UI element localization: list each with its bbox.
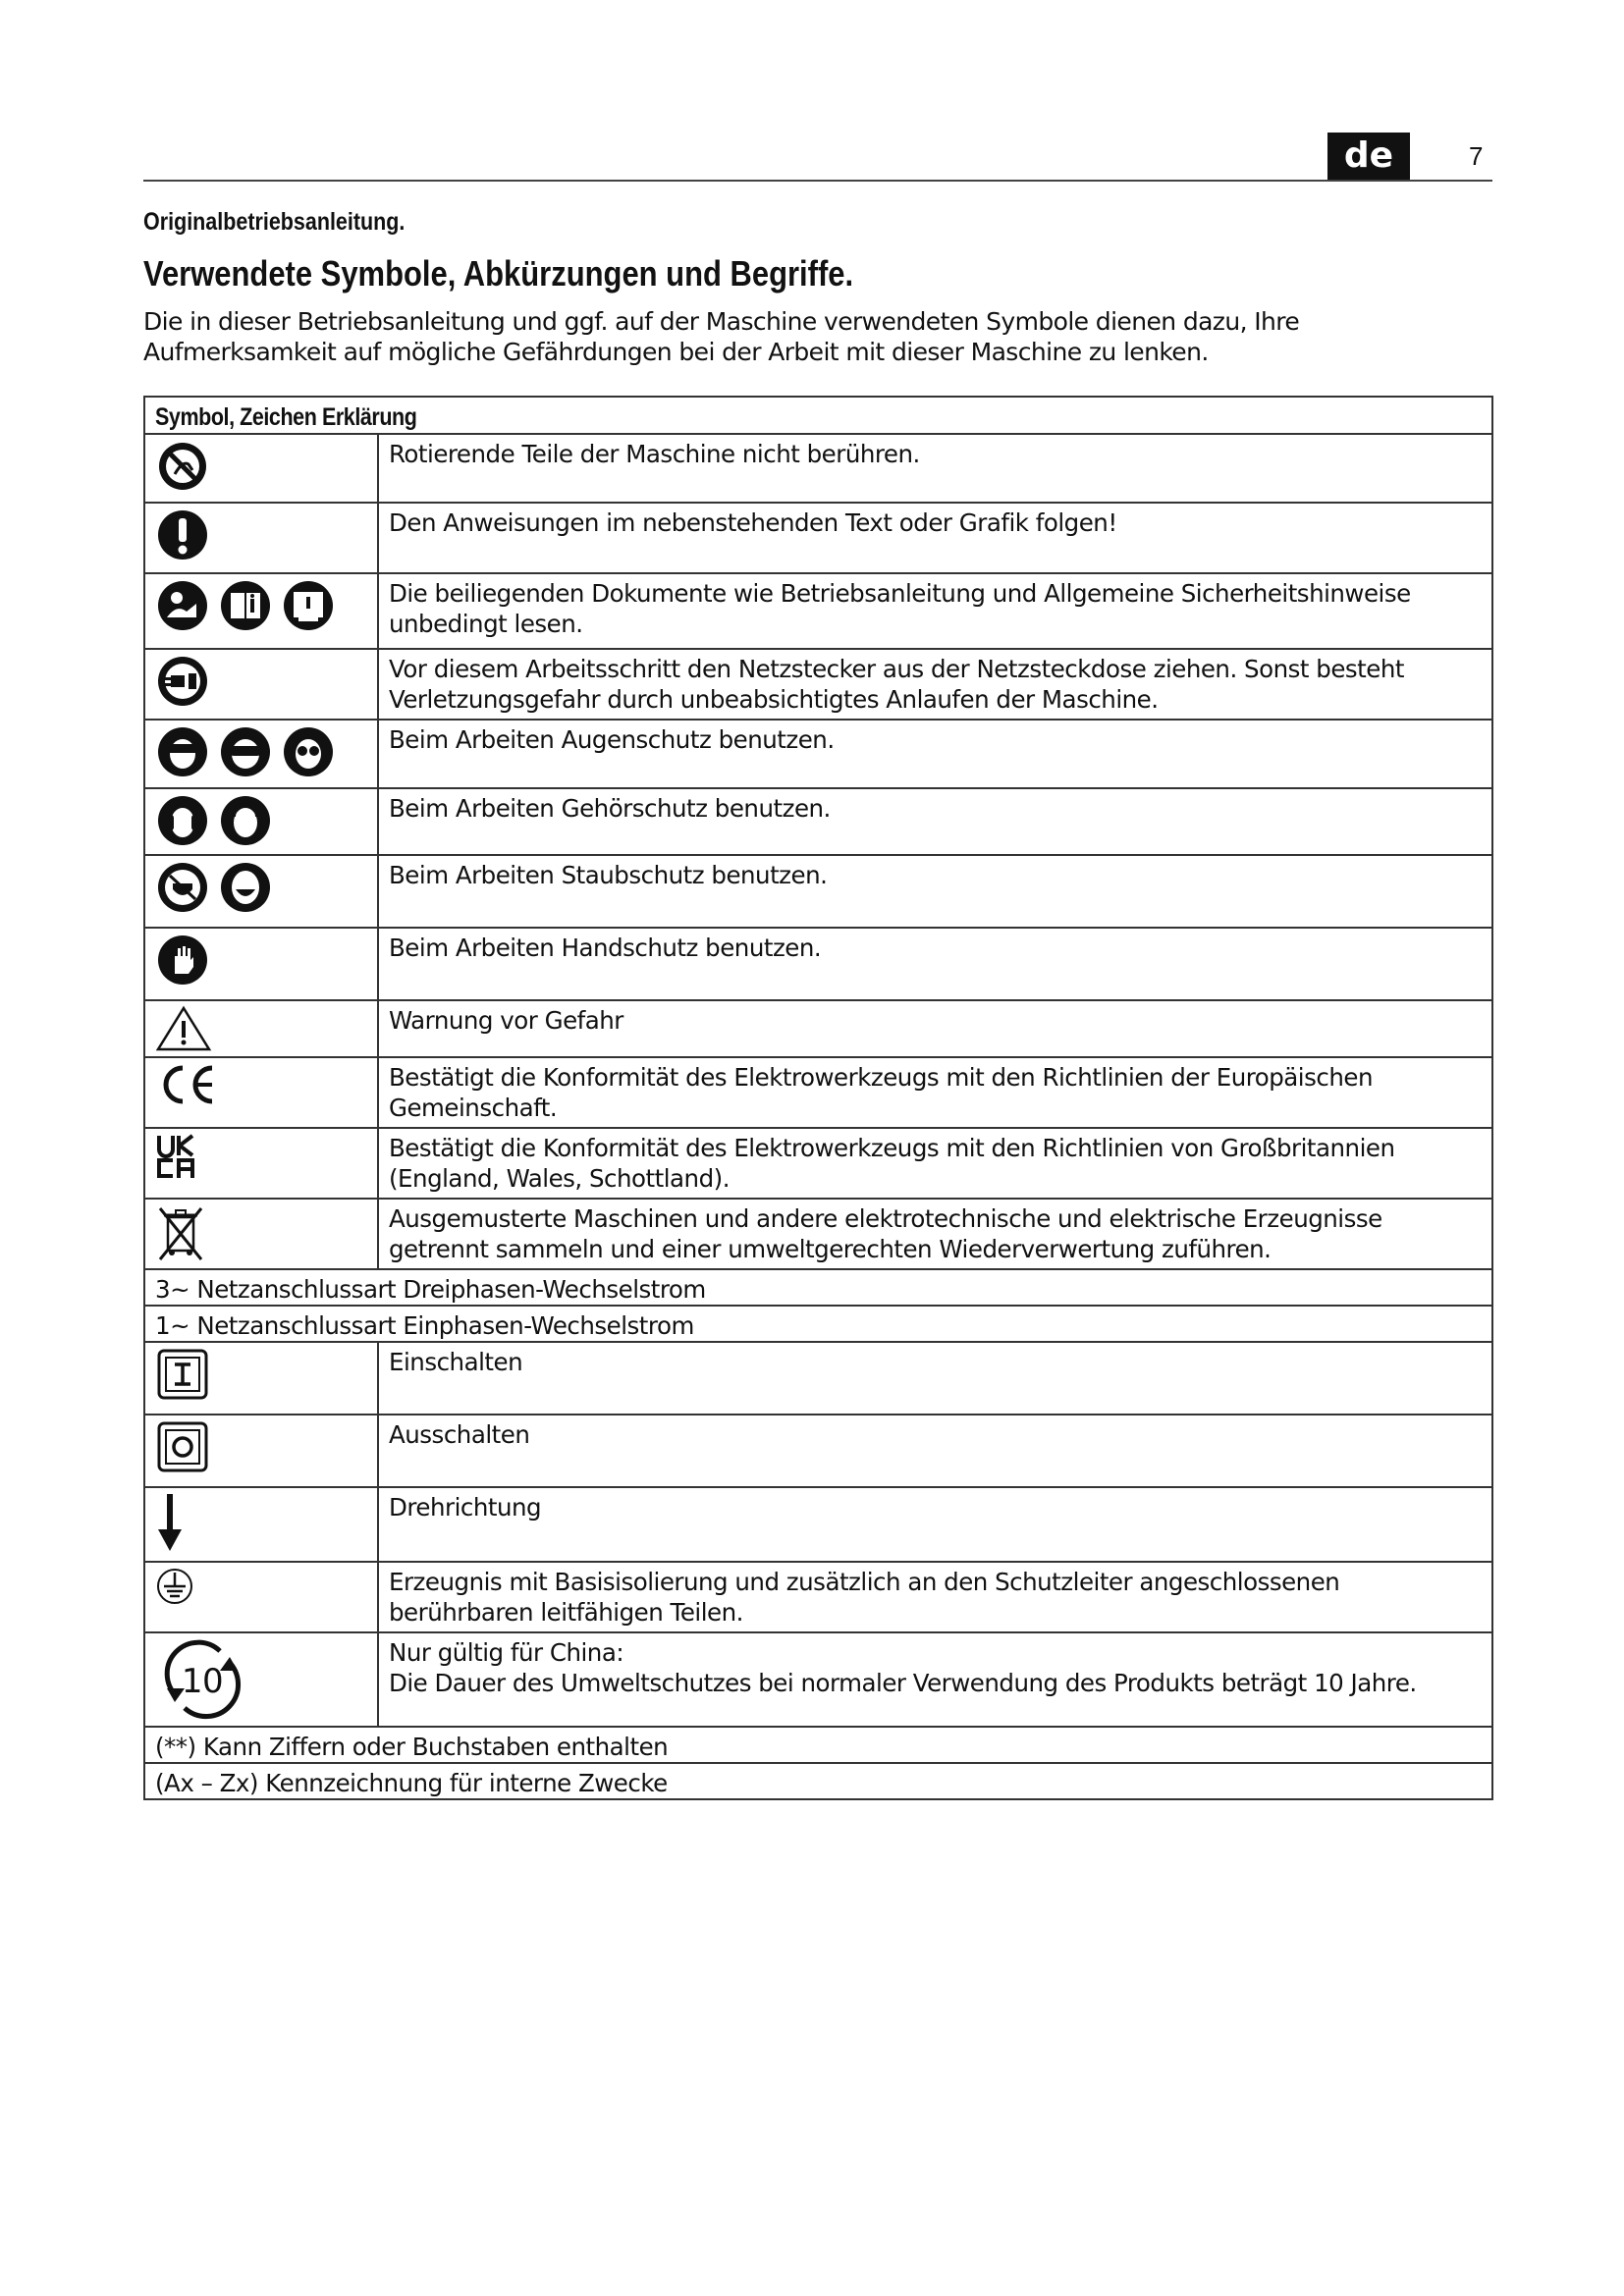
- span-row-text: (Ax – Zx) Kennzeichnung für interne Zwecke: [144, 1763, 1492, 1799]
- china-note-line: Die Dauer des Umweltschutzes bei normaler Verwendung des Produkts beträgt 10 Jahre.: [389, 1669, 1417, 1697]
- table-row: [144, 1763, 1492, 1799]
- rotation-direction-arrow-icon: [155, 1492, 185, 1553]
- row-text: Den Anweisungen im nebenstehenden Text oder Grafik folgen!: [378, 503, 1492, 573]
- table-row: [144, 1415, 1492, 1487]
- ukca-mark-icon: [155, 1133, 198, 1180]
- row-text: Bestätigt die Konformität des Elektrowerkzeugs mit den Richtlinien der Europäischen Gemeinschaft.: [378, 1057, 1492, 1128]
- respirator-icon: [218, 860, 273, 915]
- safety-goggles-icon: [218, 724, 273, 779]
- table-row: [144, 1199, 1492, 1269]
- ce-mark-icon: [155, 1062, 220, 1107]
- table-header: Symbol, Zeichen Erklärung: [144, 397, 1492, 434]
- power-on-icon: [155, 1347, 210, 1402]
- row-text: Rotierende Teile der Maschine nicht berühren.: [378, 434, 1492, 503]
- row-text: Beim Arbeiten Handschutz benutzen.: [378, 928, 1492, 1000]
- safety-glasses-icon: [281, 724, 336, 779]
- protective-earth-icon: [155, 1567, 194, 1606]
- power-off-icon: [155, 1419, 210, 1474]
- symbols-table: [143, 396, 1493, 1800]
- table-row: [144, 1306, 1492, 1342]
- dust-mask-icon: [155, 860, 210, 915]
- row-text: Warnung vor Gefahr: [378, 1000, 1492, 1057]
- header-rule: [143, 180, 1492, 182]
- read-manual-book-icon: [218, 578, 273, 633]
- row-text: Ausgemusterte Maschinen und andere elektrotechnische und elektrische Erzeugnisse getrennt sammeln und einer umweltgerechten Wiederverwertung zuführen.: [378, 1199, 1492, 1269]
- table-row: [144, 573, 1492, 649]
- page-number: 7: [1469, 141, 1484, 171]
- row-text: Vor diesem Arbeitsschritt den Netzstecker aus der Netzsteckdose ziehen. Sonst besteht Verletzungsgefahr durch unbeabsichtigtes Anlaufen der Maschine.: [378, 649, 1492, 720]
- span-row-text: 1~ Netzanschlussart Einphasen-Wechselstrom: [144, 1306, 1492, 1342]
- row-text: [378, 1632, 1492, 1727]
- table-row: [144, 649, 1492, 720]
- ear-muffs-icon: [155, 793, 210, 848]
- table-row: [144, 1269, 1492, 1306]
- row-text: Drehrichtung: [378, 1487, 1492, 1562]
- china-rohs-10-icon: [155, 1637, 249, 1720]
- row-text: Erzeugnis mit Basisisolierung und zusätzlich an den Schutzleiter angeschlossenen berührbaren leitfähigen Teilen.: [378, 1562, 1492, 1632]
- table-row: [144, 855, 1492, 928]
- row-text: Einschalten: [378, 1342, 1492, 1415]
- table-row: [144, 1487, 1492, 1562]
- table-row: [144, 434, 1492, 503]
- row-text: Beim Arbeiten Staubschutz benutzen.: [378, 855, 1492, 928]
- table-row: [144, 1057, 1492, 1128]
- row-text: Beim Arbeiten Augenschutz benutzen.: [378, 720, 1492, 788]
- table-header-row: [144, 397, 1492, 434]
- table-row: [144, 1562, 1492, 1632]
- unplug-icon: [155, 654, 210, 709]
- span-row-text: (**) Kann Ziffern oder Buchstaben enthalten: [144, 1727, 1492, 1763]
- table-row: [144, 928, 1492, 1000]
- gloves-icon: [155, 933, 210, 988]
- ear-protection-icon: [218, 793, 273, 848]
- table-row: [144, 1000, 1492, 1057]
- china-note-line: Nur gültig für China:: [389, 1638, 624, 1667]
- table-row: [144, 1632, 1492, 1727]
- language-badge: de: [1327, 133, 1410, 180]
- mandatory-exclamation-icon: [155, 507, 210, 562]
- span-row-text: 3~ Netzanschlussart Dreiphasen-Wechselstrom: [144, 1269, 1492, 1306]
- read-manual-icon: [155, 578, 210, 633]
- intro-paragraph: Die in dieser Betriebsanleitung und ggf. auf der Maschine verwendeten Symbole dienen dazu, Ihre Aufmerksamkeit auf mögliche Gefährdungen bei der Arbeit mit dieser Maschine zu lenken.: [143, 307, 1300, 366]
- row-text: Bestätigt die Konformität des Elektrowerkzeugs mit den Richtlinien von Großbritannien (England, Wales, Schottland).: [378, 1128, 1492, 1199]
- table-row: [144, 788, 1492, 855]
- page-title: Verwendete Symbole, Abkürzungen und Begriffe.: [143, 253, 854, 294]
- table-row: [144, 1342, 1492, 1415]
- doc-label: Originalbetriebsanleitung.: [143, 208, 406, 236]
- row-text: Ausschalten: [378, 1415, 1492, 1487]
- table-row: [144, 503, 1492, 573]
- svg-text:10: 10: [181, 1662, 224, 1701]
- table-row: [144, 1727, 1492, 1763]
- read-instructions-icon: [281, 578, 336, 633]
- no-touch-rotating-parts-icon: [155, 439, 210, 494]
- warning-triangle-icon: [155, 1005, 212, 1052]
- row-text: Beim Arbeiten Gehörschutz benutzen.: [378, 788, 1492, 855]
- row-text: Die beiliegenden Dokumente wie Betriebsanleitung und Allgemeine Sicherheitshinweise unbedingt lesen.: [378, 573, 1492, 649]
- table-row: [144, 1128, 1492, 1199]
- face-shield-icon: [155, 724, 210, 779]
- table-row: [144, 720, 1492, 788]
- crossed-bin-icon: [155, 1203, 206, 1264]
